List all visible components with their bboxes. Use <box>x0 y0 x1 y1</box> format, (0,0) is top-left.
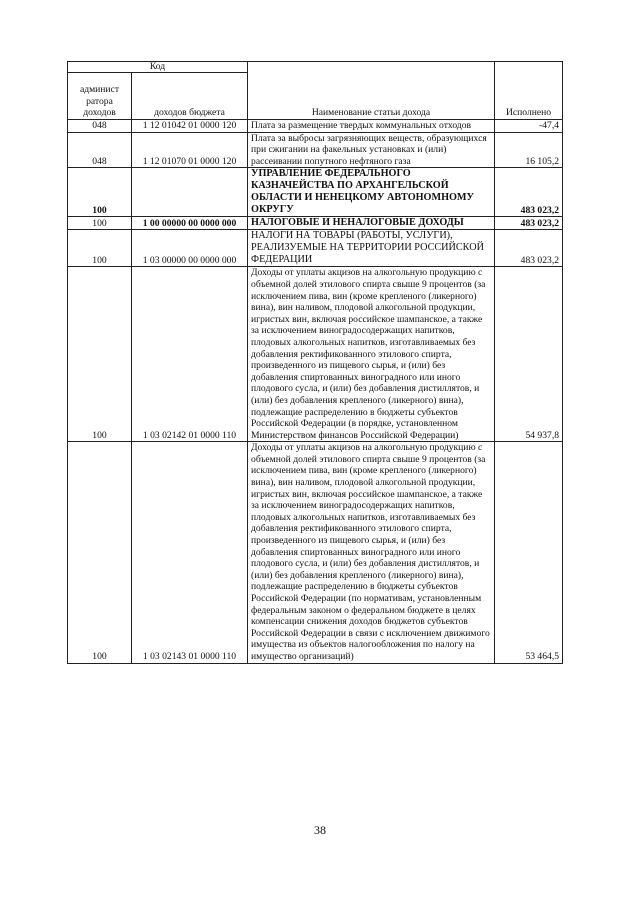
table-row <box>68 168 563 217</box>
executed-value: -47,4 <box>495 120 563 133</box>
table-row <box>68 442 563 663</box>
executed-value: 53 464,5 <box>495 442 563 663</box>
income-code <box>132 168 248 217</box>
executed-value: 16 105,2 <box>495 132 563 168</box>
table-row <box>68 120 563 133</box>
income-name: НАЛОГИ НА ТОВАРЫ (РАБОТЫ, УСЛУГИ), РЕАЛИЗУЕМЫЕ НА ТЕРРИТОРИИ РОССИЙСКОЙ ФЕДЕРАЦИИ <box>248 230 495 267</box>
income-code: 1 03 00000 00 0000 000 <box>132 230 248 267</box>
budget-income-table <box>67 61 563 664</box>
header-executed: Исполнено <box>495 62 563 120</box>
income-code: 1 00 00000 00 0000 000 <box>132 217 248 230</box>
table-row <box>68 267 563 442</box>
table-row <box>68 132 563 168</box>
admin-code: 100 <box>68 217 132 230</box>
table-row <box>68 230 563 267</box>
page-number: 38 <box>314 823 326 837</box>
income-code: 1 12 01070 01 0000 120 <box>132 132 248 168</box>
income-name: Плата за размещение твердых коммунальных отходов <box>248 120 495 133</box>
income-name: Плата за выбросы загрязняющих веществ, образующихся при сжигании на факельных установках и (или) рассеивании попутного нефтяного газа <box>248 132 495 168</box>
header-kod: Код <box>68 62 248 73</box>
executed-value: 483 023,2 <box>495 217 563 230</box>
income-code: 1 03 02142 01 0000 110 <box>132 267 248 442</box>
income-name: Доходы от уплаты акцизов на алкогольную продукцию с объемной долей этилового спирта свыше 9 процентов (за исключением пива, вин (кроме крепленого (ликерного) вина), вин наливом, плодовой алкогольной продукции, игристых вин, включая российское шампанское, а также за исключением виноградосодержащих напитков, плодовых алкогольных напитков, изготавливаемых без добавления ректификованного этилового спирта, произведенного из пищевого сырья, и (или) без добавления спиртованных виноградного или иного плодового сусла, и (или) без добавления дистиллятов, и (или) без добавления крепленого (ликерного) вина), подлежащие распределению в бюджеты субъектов Российской Федерации (в порядке, установленном Министерством финансов Российской Федерации) <box>248 267 495 442</box>
executed-value: 483 023,2 <box>495 230 563 267</box>
income-code: 1 03 02143 01 0000 110 <box>132 442 248 663</box>
admin-code: 100 <box>68 168 132 217</box>
income-code: 1 12 01042 01 0000 120 <box>132 120 248 133</box>
executed-value: 54 937,8 <box>495 267 563 442</box>
income-name: НАЛОГОВЫЕ И НЕНАЛОГОВЫЕ ДОХОДЫ <box>248 217 495 230</box>
admin-code: 100 <box>68 230 132 267</box>
admin-code: 048 <box>68 132 132 168</box>
admin-code: 048 <box>68 120 132 133</box>
header-income-name: Наименование статьи дохода <box>248 62 495 120</box>
table-row <box>68 217 563 230</box>
income-name: УПРАВЛЕНИЕ ФЕДЕРАЛЬНОГО КАЗНАЧЕЙСТВА ПО АРХАНГЕЛЬСКОЙ ОБЛАСТИ И НЕНЕЦКОМУ АВТОНОМНОМУ ОКРУГУ <box>248 168 495 217</box>
admin-code: 100 <box>68 442 132 663</box>
header-income-code: доходов бюджета <box>132 73 248 120</box>
admin-code: 100 <box>68 267 132 442</box>
executed-value: 483 023,2 <box>495 168 563 217</box>
header-administrator: админист ратора доходов <box>68 73 132 120</box>
income-name: Доходы от уплаты акцизов на алкогольную продукцию с объемной долей этилового спирта свыше 9 процентов (за исключением пива, вин (кроме крепленого (ликерного) вина), вин наливом, плодовой алкогольной продукции, игристых вин, включая российское шампанское, а также за исключением виноградосодержащих напитков, плодовых алкогольных напитков, изготавливаемых без добавления ректификованного этилового спирта, произведенного из пищевого сырья, и (или) без добавления спиртованных виноградного или иного плодового сусла, и (или) без добавления дистиллятов, и (или) без добавления крепленого (ликерного) вина), подлежащие распределению в бюджеты субъектов Российской Федерации (по нормативам, установленным федеральным законом о федеральном бюджете в целях компенсации снижения доходов бюджетов субъектов Российской Федерации в связи с исключением движимого имущества из объектов налогообложения по налогу на имущество организаций) <box>248 442 495 663</box>
